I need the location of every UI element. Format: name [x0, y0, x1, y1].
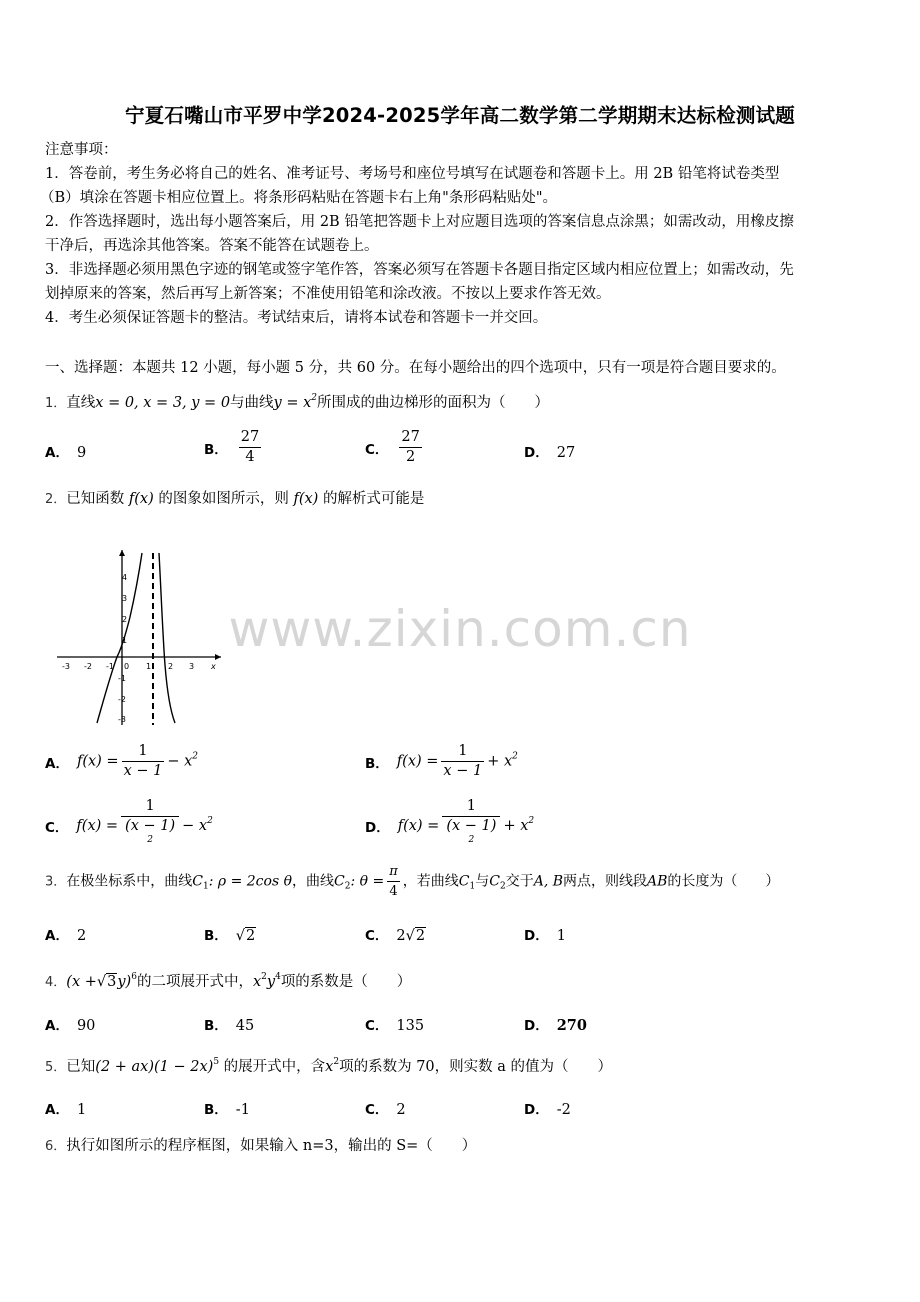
notice-line-5: 3．非选择题必须用黑色字迹的钢笔或签字笔作答，答案必须写在答题卡各题目指定区域内相应位置上；如需改动，先: [45, 262, 794, 278]
x-tick-label: 3: [189, 662, 195, 671]
question-number: 2．: [45, 492, 67, 507]
q3-option-a: A． 2: [45, 928, 87, 944]
question-2: 2．已知函数 f(x) 的图象如图所示，则 f(x) 的解析式可能是: [45, 491, 425, 507]
notice-line-3: 2．作答选择题时，选出每小题答案后，用 2B 铅笔把答题卡上对应题目选项的答案信息点涂黑；如需改动，用橡皮擦: [45, 214, 794, 230]
q5-option-a: A． 1: [45, 1102, 87, 1118]
question-1: 1．直线x = 0, x = 3, y = 0与曲线$y = x^2$所围成的曲边梯形的面积为（ ）: [45, 393, 550, 411]
q3-option-c: C． 2√2: [365, 928, 426, 944]
page-title: 宁夏石嘴山市平罗中学2024-2025学年高二数学第二学期期末达标检测试题: [124, 104, 796, 127]
y-tick-label: 4: [122, 573, 128, 582]
q3-option-d: D． 1: [524, 928, 566, 944]
question-4: 4．$(x +√3y)^6$的二项展开式中，$x^2y^4$项的系数是（ ）: [45, 972, 412, 990]
question-5: 5．已知$(2 + ax)(1 - 2x)^5$ 的展开式中，含$x^2$项的系数为 70，则实数 a 的值为（ ）: [45, 1057, 613, 1075]
y-axis-arrow: [119, 550, 125, 556]
notice-line-7: 4．考生必须保证答题卡的整洁。考试结束后，请将本试卷和答题卡一并交回。: [45, 310, 548, 326]
notice-heading: 注意事项：: [45, 142, 118, 158]
q5-option-c: C． 2: [365, 1102, 406, 1118]
question-number: 3．: [45, 874, 67, 890]
question-number: 5．: [45, 1060, 67, 1075]
question-number: 4．: [45, 975, 67, 990]
notice-line-4: 干净后，再选涂其他答案。答案不能答在试题卷上。: [45, 238, 379, 254]
q1-option-a: A． 9: [45, 445, 87, 461]
q2-option-a: A． f(x) = $\frac{1}{x - 1}$ − $x^2$: [45, 743, 199, 779]
x-tick-label: 2: [168, 662, 174, 671]
q5-option-b: B． -1: [204, 1102, 250, 1118]
watermark: www.zixin.com.cn: [228, 600, 692, 658]
y-tick-label: -3: [118, 715, 126, 724]
q2-option-d: D． f(x) = 1 (x − 1) $^2$ + $x^2$: [365, 798, 535, 845]
x-tick-label: 0: [124, 662, 130, 671]
x-tick-label: 1: [146, 662, 152, 671]
x-axis-label: x: [211, 662, 216, 671]
q1-option-d: D． 27: [524, 445, 576, 461]
q5-option-d: D． -2: [524, 1102, 571, 1118]
y-tick-label: 1: [122, 636, 128, 645]
notice-line-2: （B）填涂在答题卡相应位置上。将条形码粘贴在答题卡右上角"条形码粘贴处"。: [40, 190, 557, 206]
q3-option-b: B． √2: [204, 928, 256, 944]
q2-option-c: C． f(x) = 1 (x − 1) $^2$ − $x^2$: [45, 798, 213, 845]
q4-option-c: C． 135: [365, 1018, 425, 1034]
q4-option-d: D． 270: [524, 1017, 587, 1034]
notice-line-1: 1．答卷前，考生务必将自己的姓名、准考证号、考场号和座位号填写在试题卷和答题卡上。用 2B 铅笔将试卷类型: [45, 166, 780, 182]
y-tick-label: -1: [118, 674, 126, 683]
q1-option-c: C． $\frac{27}{2}$: [365, 429, 420, 465]
q2-option-b: B． f(x) = $\frac{1}{x - 1}$ + $x^2$: [365, 743, 518, 779]
section-heading: 一、选择题：本题共 12 小题，每小题 5 分，共 60 分。在每小题给出的四个选项中，只有一项是符合题目要求的。: [45, 360, 786, 376]
y-tick-label: -2: [118, 695, 126, 704]
question-number: 1．: [45, 396, 67, 411]
x-tick-label: -2: [84, 662, 92, 671]
y-tick-label: 2: [122, 615, 128, 624]
question-3: 3．在极坐标系中，曲线$C_1$: ρ = 2cos θ，曲线$C_2$: θ = $\frac{\pi}{4}$ ，若曲线$C_1$与$C_2$交于A, B两点，则线段AB的长度为（ ）: [45, 864, 780, 899]
question-number: 6．: [45, 1139, 67, 1154]
y-tick-label: 3: [122, 594, 128, 603]
q4-option-b: B． 45: [204, 1018, 255, 1034]
x-tick-label: -1: [106, 662, 114, 671]
q4-option-a: A． 90: [45, 1018, 96, 1034]
question-6: 6．执行如图所示的程序框图，如果输入 n=3，输出的 S=（ ）: [45, 1138, 477, 1154]
x-tick-label: -3: [62, 662, 70, 671]
notice-line-6: 划掉原来的答案，然后再写上新答案；不准使用铅笔和涂改液。不按以上要求作答无效。: [45, 286, 611, 302]
q1-option-b: B． $\frac{27}{4}$: [204, 429, 260, 465]
